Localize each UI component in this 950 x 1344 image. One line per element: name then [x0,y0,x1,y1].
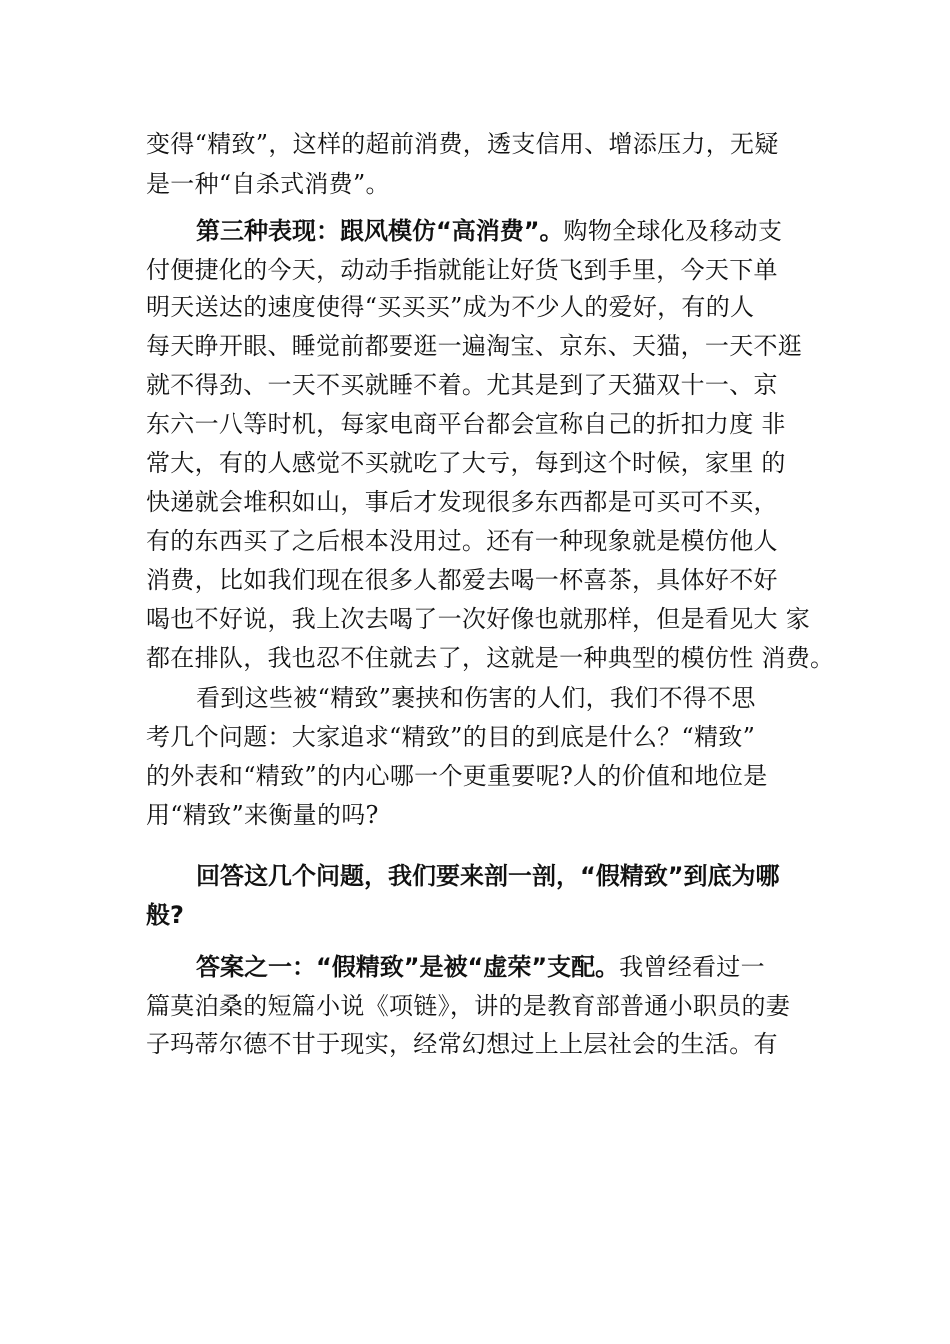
text-line: 喝也不好说，我上次去喝了一次好像也就那样，但是看见大 家 [146,605,811,633]
text-line: 就不得劲、一天不买就睡不着。尤其是到了天猫双十一、京 [146,371,778,399]
text-line: 变得“精致”，这样的超前消费，透支信用、增添压力，无疑 [146,130,779,158]
text-line: 考几个问题：大家追求“精致”的目的到底是什么？“精致” [146,723,756,751]
text-line: 都在排队，我也忍不住就去了，这就是一种典型的模仿性 消费。 [146,644,835,672]
text-line: 的外表和“精致”的内心哪一个更重要呢?人的价值和地位是 [146,762,768,790]
text-line: 快递就会堆积如山，事后才发现很多东西都是可买可不买， [146,488,778,516]
text-line-heading: 第三种表现：跟风模仿“高消费”。购物全球化及移动支 [196,217,783,245]
text-line: 是一种“自杀式消费”。 [146,170,390,198]
text-line-heading [196,856,780,896]
paragraph-heading: 第三种表现：跟风模仿“高消费”。 [196,217,564,245]
text-line: 篇莫泊桑的短篇小说《项链》，讲的是教育部普通小职员的妻 [146,992,791,1020]
text-line: 付便捷化的今天，动动手指就能让好货飞到手里，今天下单 [146,256,778,284]
text-line: 东六一八等时机，每家电商平台都会宣称自己的折扣力度 非 [146,410,786,438]
text-line: 看到这些被“精致”裹挟和伤害的人们，我们不得不思 [196,684,756,712]
text-line-heading: 答案之一：“假精致”是被“虚荣”支配。我曾经看过一 [196,953,765,981]
text-line: 有的东西买了之后根本没用过。还有一种现象就是模仿他人 [146,527,778,555]
text-line: 消费，比如我们现在很多人都爱去喝一杯喜茶，具体好不好 [146,566,778,594]
section-heading: 回答这几个问题，我们要来剖一剖，“假精致”到底为哪 [196,862,780,890]
text-line: 明天送达的速度使得“买买买”成为不少人的爱好，有的人 [146,293,755,321]
text-line: 常大，有的人感觉不买就吃了大亏，每到这个时候，家里 的 [146,449,786,477]
text-line: 每天睁开眼、睡觉前都要逛一遍淘宝、京东、天猫，一天不逛 [146,332,803,360]
section-heading: 般? [146,901,184,929]
text-line: 用“精致”来衡量的吗? [146,801,379,829]
paragraph-heading: 答案之一：“假精致”是被“虚荣”支配。 [196,953,620,981]
text-line-heading [146,895,184,935]
text-line: 子玛蒂尔德不甘于现实，经常幻想过上上层社会的生活。有 [146,1030,778,1058]
